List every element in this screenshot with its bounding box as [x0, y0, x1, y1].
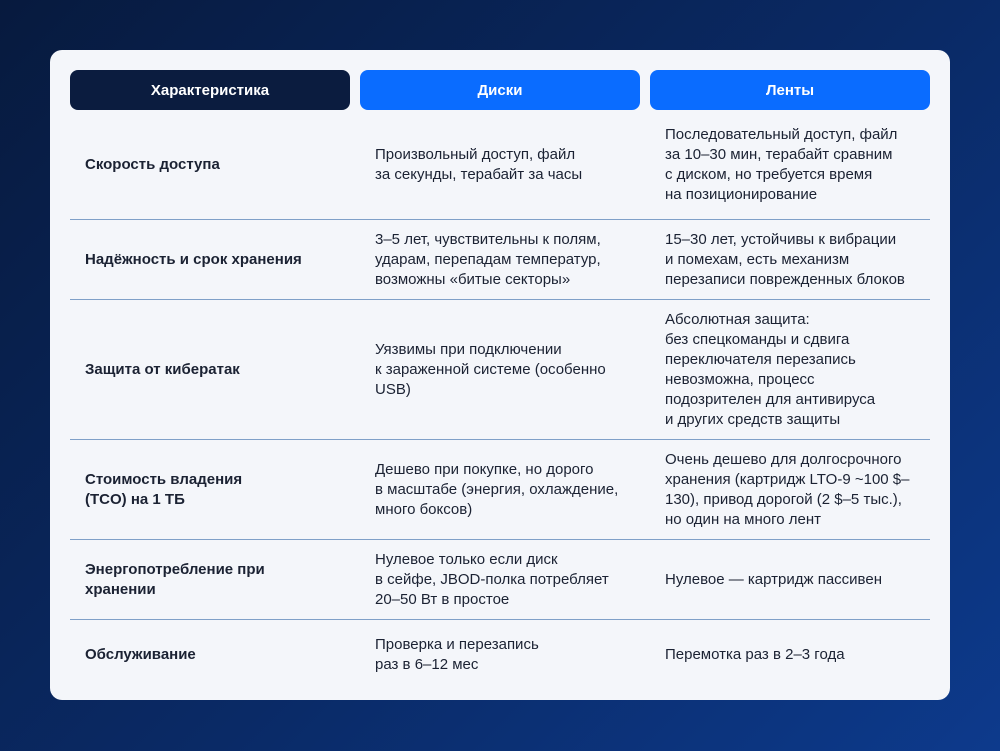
table-row — [70, 540, 930, 620]
comparison-card — [50, 50, 950, 700]
row-disks: Произвольный доступ, файл за секунды, терабайт за часы — [375, 145, 583, 183]
table-row — [70, 440, 930, 540]
row-feature: Защита от кибератак — [85, 360, 240, 378]
row-feature: Энергопотребление при хранении — [85, 560, 265, 598]
table-row — [70, 110, 930, 220]
row-disks: 3–5 лет, чувствительны к полям, ударам, перепадам температур, возможны «битые секторы» — [375, 230, 601, 288]
row-tapes: Очень дешево для долгосрочного хранения (картридж LTO-9 ~100 $– 130), привод дорогой (2 $–5 тыс.), но один на много лент — [665, 450, 910, 528]
row-feature: Скорость доступа — [85, 155, 220, 173]
row-feature: Обслуживание — [85, 646, 196, 663]
row-tapes: Перемотка раз в 2–3 года — [665, 646, 845, 663]
row-tapes: 15–30 лет, устойчивы к вибрации и помехам, есть механизм перезаписи поврежденных блоков — [665, 230, 905, 288]
header-tapes: Ленты — [650, 70, 930, 110]
row-feature: Стоимость владения (TCO) на 1 ТБ — [85, 470, 243, 508]
row-disks: Уязвимы при подключении к зараженной системе (особенно USB) — [375, 340, 606, 398]
row-tapes: Абсолютная защита: без спецкоманды и сдвига переключателя перезапись невозможна, процесс подозрителен для антивируса и других средств защиты — [665, 310, 876, 428]
row-tapes: Нулевое — картридж пассивен — [665, 570, 882, 588]
row-disks: Проверка и перезапись раз в 6–12 мес — [375, 636, 539, 673]
table-row — [70, 300, 930, 440]
header-feature: Характеристика — [70, 70, 350, 110]
row-feature: Надёжность и срок хранения — [85, 250, 302, 268]
row-disks: Нулевое только если диск в сейфе, JBOD-полка потребляет 20–50 Вт в простое — [375, 550, 609, 608]
header-disks: Диски — [360, 70, 640, 110]
table-header — [70, 70, 930, 110]
row-disks: Дешево при покупке, но дорого в масштабе (энергия, охлаждение, много боксов) — [375, 460, 619, 518]
row-tapes: Последовательный доступ, файл за 10–30 мин, терабайт сравним с диском, но требуется время на позиционирование — [665, 125, 898, 203]
table-row — [70, 620, 930, 690]
table-row — [70, 220, 930, 300]
